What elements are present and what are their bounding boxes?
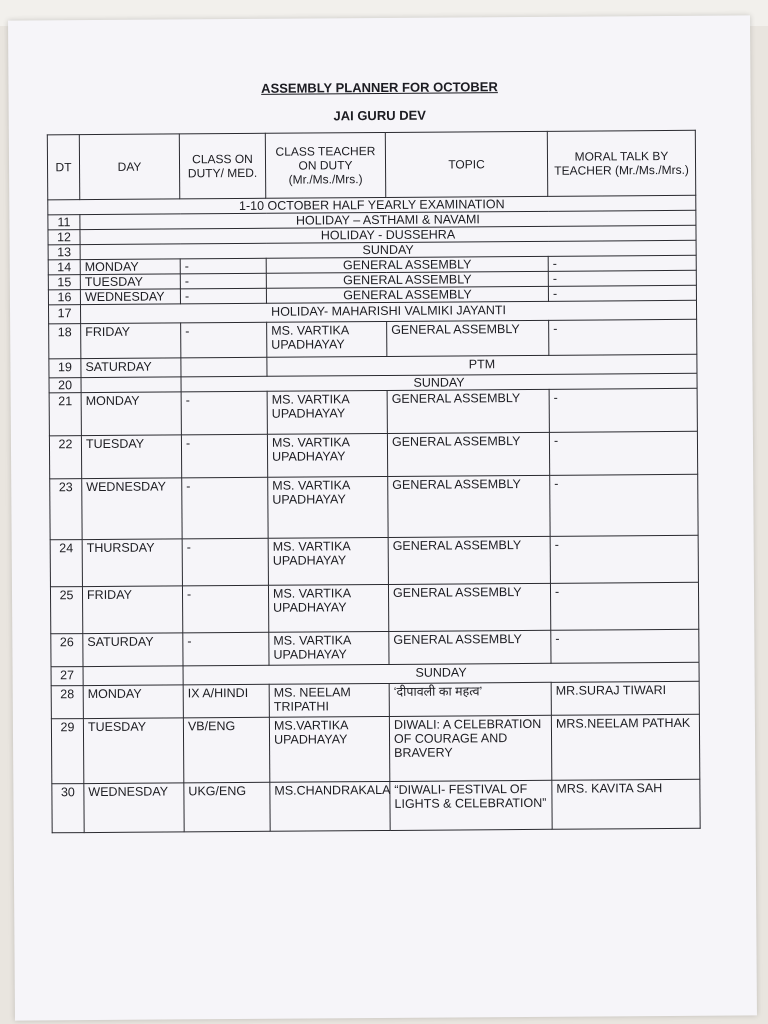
sunday-banner: SUNDAY [80,240,696,259]
page-subtitle: JAI GURU DEV [333,107,426,124]
topic-cell: GENERAL ASSEMBLY [266,271,548,288]
class-cell: - [180,258,266,274]
day-cell: MONDAY [80,259,180,275]
col-header-day: DAY [79,134,179,200]
class-cell: VB/ENG [183,717,269,783]
day-cell: MONDAY [83,685,183,719]
date-cell: 30 [52,784,84,833]
date-cell: 24 [50,540,82,587]
topic-cell: GENERAL ASSEMBLY [266,256,548,273]
page-title: ASSEMBLY PLANNER FOR OCTOBER [261,79,498,96]
date-cell: 16 [48,290,80,305]
table-row [50,535,698,587]
date-cell: 27 [51,667,83,686]
moral-cell: - [550,474,698,536]
teacher-cell: MS. VARTIKA UPADHAYAY [267,321,387,357]
topic-cell: GENERAL ASSEMBLY [388,583,550,631]
date-cell: 12 [48,230,80,245]
class-cell: - [182,538,268,586]
teacher-cell: MS. NEELAM TRIPATHI [269,683,389,717]
day-cell: TUESDAY [83,718,183,784]
holiday-banner: HOLIDAY - DUSSEHRA [80,225,696,244]
date-cell: 15 [48,275,80,290]
col-header-dt: DT [47,135,79,200]
moral-cell: MRS. KAVITA SAH [552,779,700,829]
topic-cell: DIWALI: A CELEBRATION OF COURAGE AND BRAVERY [389,715,551,781]
table-row [49,319,697,359]
topic-cell: GENERAL ASSEMBLY [387,432,549,476]
class-cell: - [180,273,266,289]
moral-cell: - [549,388,697,432]
holiday-banner: HOLIDAY – ASTHAMI & NAVAMI [80,210,696,229]
topic-cell: GENERAL ASSEMBLY [389,630,551,664]
day-cell: TUESDAY [81,435,181,479]
col-header-class-teacher: CLASS TEACHER ON DUTY (Mr./Ms./Mrs.) [265,132,385,198]
class-cell: - [181,391,267,435]
day-cell: TUESDAY [80,274,180,290]
col-header-moral-talk: MORAL TALK BY TEACHER (Mr./Ms./Mrs.) [547,130,695,196]
teacher-cell: MS.VARTIKA UPADHAYAY [269,716,389,782]
moral-cell: - [549,431,697,475]
exam-banner: 1-10 OCTOBER HALF YEARLY EXAMINATION [48,195,696,215]
date-cell: 29 [51,719,83,784]
teacher-cell: MS. VARTIKA UPADHAYAY [268,537,388,585]
class-cell: - [183,632,269,666]
date-cell: 28 [51,686,83,719]
teacher-cell: MS. VARTIKA UPADHAYAY [267,433,387,477]
date-cell: 25 [50,587,82,634]
teacher-cell: MS. VARTIKA UPADHAYAY [269,631,389,665]
topic-cell: GENERAL ASSEMBLY [387,320,549,356]
moral-cell: - [548,255,696,271]
date-cell: 19 [49,359,81,378]
table-row [52,779,700,833]
sunday-banner: SUNDAY [183,662,699,685]
teacher-cell: MS.CHANDRAKALA [270,781,390,831]
date-cell: 23 [50,479,82,540]
date-cell: 11 [48,215,80,230]
moral-cell: - [551,629,699,663]
topic-cell: GENERAL ASSEMBLY [388,536,550,584]
day-cell: WEDNESDAY [82,478,182,540]
class-cell: - [181,434,267,478]
class-cell: UKG/ENG [184,782,270,832]
col-header-topic: TOPIC [385,131,547,197]
date-cell: 21 [49,393,81,436]
topic-cell: ‘दीपावली का महत्व’ [389,682,551,716]
topic-cell: GENERAL ASSEMBLY [266,286,548,303]
topic-cell: GENERAL ASSEMBLY [387,389,549,433]
day-cell: MONDAY [81,392,181,436]
class-cell: - [180,288,266,304]
class-cell: IX A/HINDI [183,684,269,718]
day-cell: SATURDAY [81,358,181,378]
table-row [49,431,697,479]
date-cell: 22 [49,436,81,479]
date-cell: 13 [48,245,80,260]
teacher-cell: MS. VARTIKA UPADHAYAY [267,390,387,434]
teacher-cell: MS. VARTIKA UPADHAYAY [268,476,388,538]
printed-sheet [8,15,757,1020]
moral-cell: - [548,270,696,286]
table-row [51,714,699,784]
date-cell: 26 [51,634,83,667]
date-cell: 20 [49,378,81,393]
day-cell: SATURDAY [83,633,183,667]
assembly-planner-table [47,130,701,834]
ptm-banner: PTM [267,354,697,376]
table-row [51,681,699,719]
day-cell [81,377,181,393]
holiday-banner: HOLIDAY- MAHARISHI VALMIKI JAYANTI [80,300,696,323]
date-cell: 17 [48,305,80,324]
table-row [49,388,697,436]
day-cell: THURSDAY [82,539,182,587]
moral-cell: - [550,582,698,630]
day-cell [83,666,183,686]
teacher-cell: MS. VARTIKA UPADHAYAY [268,584,388,632]
day-cell: FRIDAY [82,586,182,634]
table-row [51,629,699,667]
moral-cell: MRS.NEELAM PATHAK [551,714,699,780]
day-cell: FRIDAY [81,323,181,359]
moral-cell: - [548,285,696,301]
day-cell: WEDNESDAY [84,783,184,833]
topic-cell: “DIWALI- FESTIVAL OF LIGHTS & CELEBRATION” [390,780,552,830]
date-cell: 14 [48,260,80,275]
class-cell: - [182,477,268,539]
date-cell: 18 [49,324,81,359]
table-row [50,474,698,540]
class-cell: - [181,322,267,358]
day-cell: WEDNESDAY [80,289,180,305]
moral-cell: - [549,319,697,355]
class-cell [181,357,267,377]
class-cell: - [182,585,268,633]
moral-cell: - [550,535,698,583]
moral-cell: MR.SURAJ TIWARI [551,681,699,715]
sunday-banner: SUNDAY [181,373,697,392]
table-row [50,582,698,634]
topic-cell: GENERAL ASSEMBLY [388,475,550,537]
col-header-class-on-duty: CLASS ON DUTY/ MED. [179,133,265,199]
table-header-row [47,130,695,200]
